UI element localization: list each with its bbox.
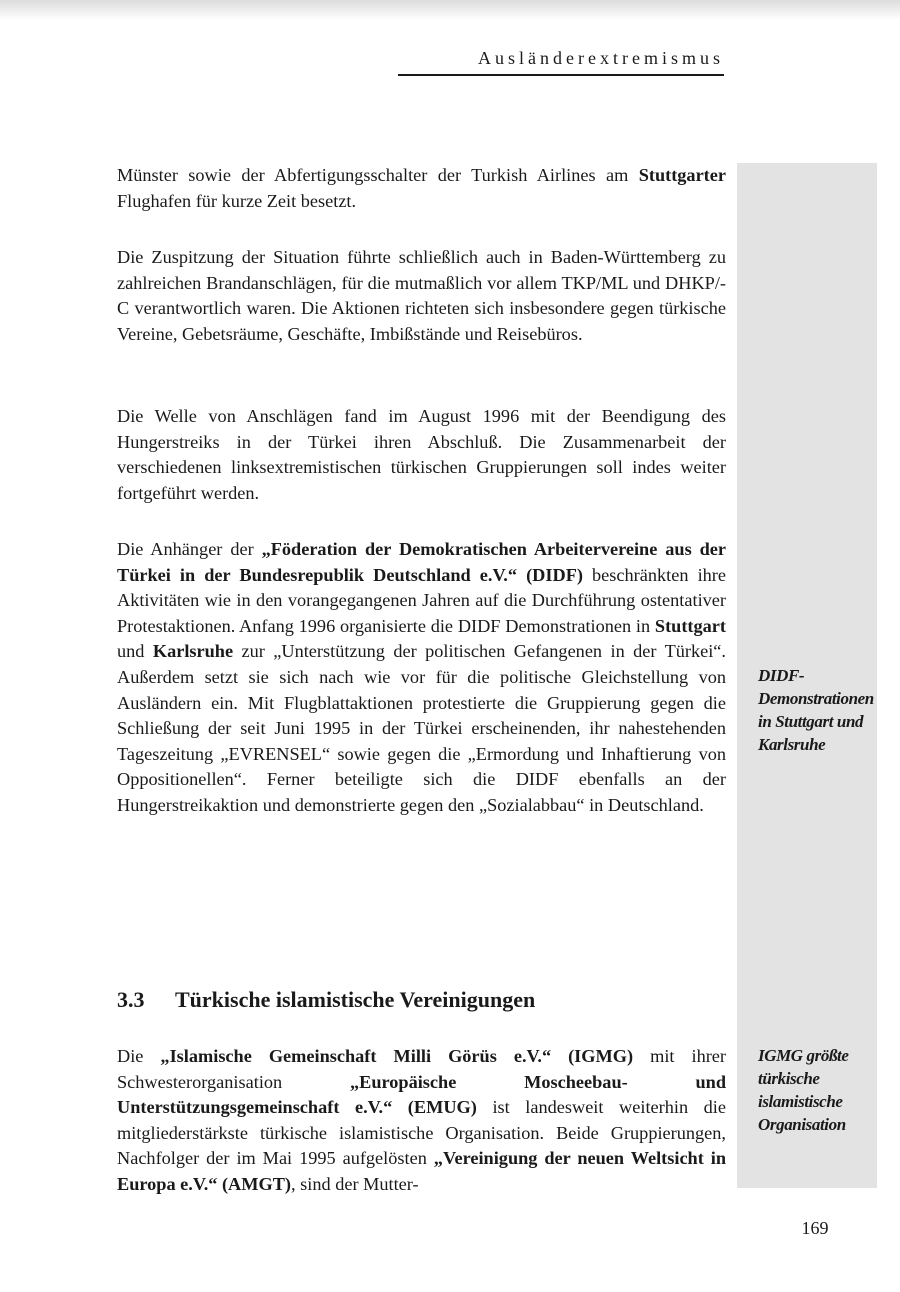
margin-note-igmg: IGMG größte türkische islamistische Organisation — [758, 1046, 849, 1134]
margin-note-didf: DIDF-Demonstrationen in Stuttgart und Karlsruhe — [758, 666, 874, 754]
paragraph-igmg — [117, 1044, 726, 1198]
text-run: Die Welle von Anschlägen fand im August 1996 mit der Beendigung des Hungerstreiks in der Türkei ihren Abschluß. Die Zusammenarbeit der verschiedenen linksextremistischen türkischen Gruppierungen soll indes weiter fortgeführt werden. — [117, 406, 726, 503]
running-head: Ausländerextremismus — [398, 48, 724, 76]
page-top-shadow — [0, 0, 900, 20]
bold-text-run: Karlsruhe — [152, 641, 234, 662]
paragraph-didf — [117, 537, 726, 819]
section-heading — [117, 987, 726, 1013]
text-run: ist landesweit weiterhin die mitgliederstärkste türkische islamistische Organisation. Beide Gruppierungen, Nachfolger der im Mai 1995 aufgelösten — [117, 1097, 727, 1169]
bold-text-run: „Föderation der Demokratischen Arbeitervereine aus der Türkei in der Bundesrepublik Deutschland e.V.“ (DIDF) — [117, 539, 727, 585]
section-title: Türkische islamistische Vereinigungen — [175, 987, 536, 1012]
bold-text-run: „Europäische Moscheebau- und Unterstützungsgemeinschaft e.V.“ (EMUG) — [117, 1071, 726, 1118]
text-run: beschränkten ihre Aktivitäten wie in den vorangegangenen Jahren auf die Durchführung ostentativer Protestaktionen. Anfang 1996 organisierte die DIDF Demonstrationen in — [117, 564, 726, 636]
section-number: 3.3 — [117, 987, 145, 1012]
text-run: Die Zuspitzung der Situation führte schließlich auch in Baden-Württemberg zu zahlreichen Brandanschlägen, für die mutmaßlich vor allem TKP/ML und DHKP/-C verantwortlich waren. Die Aktionen richteten sich insbesondere gegen türkische Vereine, Gebetsräume, Geschäfte, Imbißstände und Reisebüros. — [117, 247, 726, 344]
paragraph-stuttgart-airport — [117, 163, 726, 214]
paragraph-baden-wuerttemberg-attacks — [117, 245, 726, 347]
text-run: Münster sowie der Abfertigungsschalter der Turkish Airlines am — [117, 165, 639, 185]
text-run: Die Anhänger der — [117, 539, 262, 559]
text-run: zur „Unterstützung der politischen Gefangenen in der Türkei“. Außerdem setzt sie sich nach wie vor für die politische Gleichstellung von Ausländern ein. Mit Flugblattaktionen protestierte die Gruppierung gegen die Schließung der seit Juni 1995 in der Türkei erscheinenden, ihr nahestehenden Tageszeitung „EVRENSEL“ sowie gegen die „Ermordung und Inhaftierung von Oppositionellen“. Ferner beteiligte sich die DIDF ebenfalls an der Hungerstreikaktion und demonstrierte gegen den „Sozialabbau“ in Deutschland. — [117, 641, 726, 815]
text-run: , sind der Mutter- — [291, 1173, 419, 1194]
bold-text-run: Stuttgarter — [638, 165, 726, 185]
text-run: mit ihrer Schwesterorganisation — [117, 1046, 727, 1092]
page-number: 169 — [801, 1218, 829, 1238]
text-run: Die — [117, 1046, 161, 1066]
paragraph-hunger-strike-end — [117, 404, 726, 506]
bold-text-run: „Vereinigung der neuen Weltsicht in Europa e.V.“ (AMGT) — [117, 1148, 727, 1194]
bold-text-run: „Islamische Gemeinschaft Milli Görüs e.V.“ (IGMG) — [160, 1046, 634, 1066]
text-run: und — [117, 641, 153, 662]
text-run: Flughafen für kurze Zeit besetzt. — [117, 190, 357, 211]
bold-text-run: Stuttgart — [654, 615, 726, 636]
